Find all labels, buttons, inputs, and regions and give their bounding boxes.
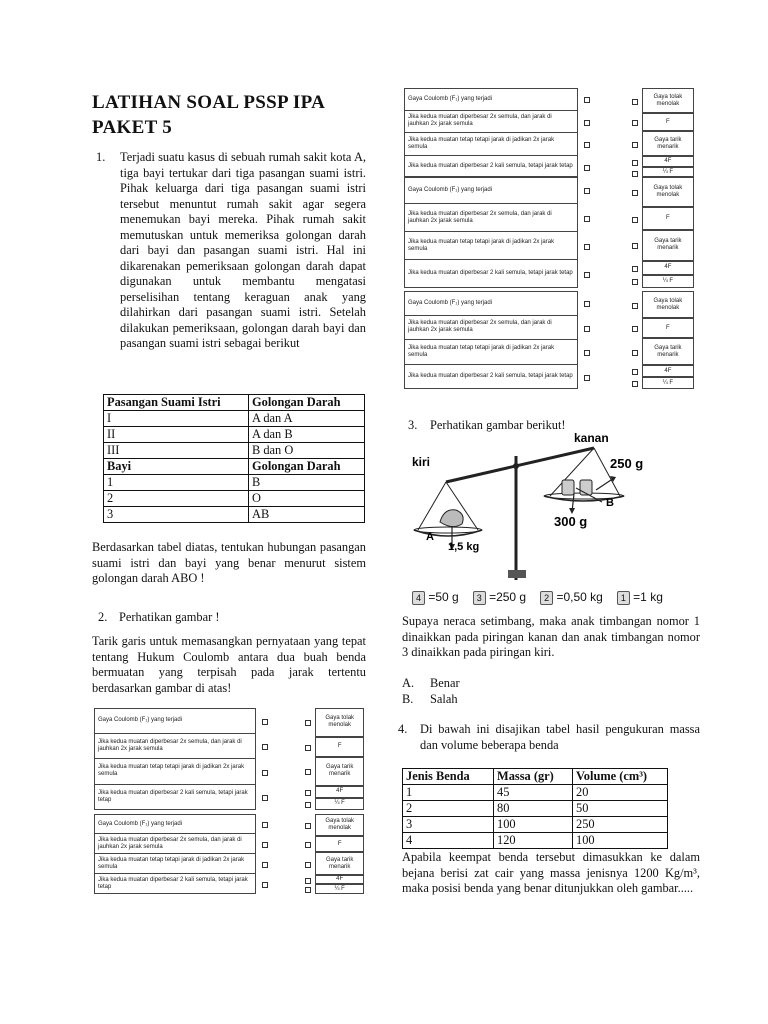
legend-item: 4 =50 g [412,590,459,605]
statement-item: Gaya Coulomb (F₁) yang terjadi [94,814,256,834]
answer-item: F [315,836,364,852]
match-dot-right[interactable] [632,326,638,332]
match-dot-right[interactable] [632,243,638,249]
match-dot-left[interactable] [584,97,590,103]
statement-item: Jika kedua muatan tetap tetapi jarak di jadikan 2x jarak semula [94,759,256,785]
match-dot-right[interactable] [632,120,638,126]
answer-item: ¼ F [642,275,694,288]
statement-item: Gaya Coulomb (F₁) yang terjadi [94,708,256,734]
match-dot-right[interactable] [632,350,638,356]
balance-scale-figure [404,430,694,580]
answer-item: ¼ F [642,167,694,178]
match-dot-right[interactable] [305,862,311,868]
statement-column [94,814,256,894]
answer-item: 4F [642,156,694,167]
match-dot-left[interactable] [584,326,590,332]
legend-item: 1 =1 kg [617,590,663,605]
statement-item: Jika kedua muatan diperbesar 2 kali semula, tetapi jarak tetap [404,365,578,390]
answer-item: ¼ F [315,884,364,894]
match-dot-right[interactable] [305,802,311,808]
table-header: Golongan Darah [249,395,365,411]
match-dot-right[interactable] [632,381,638,387]
match-dot-left[interactable] [584,375,590,381]
label-B: B [606,497,614,509]
match-dot-right[interactable] [305,790,311,796]
match-dot-right[interactable] [632,99,638,105]
match-dot-right[interactable] [632,160,638,166]
statement-item: Jika kedua muatan diperbesar 2x semula, dan jarak di jauhkan 2x jarak semula [404,204,578,232]
statement-item: Jika kedua muatan diperbesar 2x semula, dan jarak di jauhkan 2x jarak semula [404,111,578,134]
statement-item: Jika kedua muatan diperbesar 2 kali semula, tetapi jarak tetap [94,874,256,894]
statement-item: Gaya Coulomb (F₁) yang terjadi [404,176,578,204]
match-dot-right[interactable] [305,769,311,775]
statement-item: Jika kedua muatan tetap tetapi jarak di jadikan 2x jarak semula [94,854,256,874]
match-dot-left[interactable] [584,142,590,148]
question-1 [96,150,366,352]
match-dot-right[interactable] [632,142,638,148]
match-dot-left[interactable] [584,350,590,356]
match-dot-right[interactable] [632,369,638,375]
label-1-5kg: 1,5 kg [448,541,480,553]
match-dot-left[interactable] [262,719,268,725]
label-kiri: kiri [412,455,431,469]
match-dot-left[interactable] [262,744,268,750]
statement-item: Jika kedua muatan tetap tetapi jarak di jadikan 2x jarak semula [404,340,578,365]
answer-item: Gaya tarik menarik [315,852,364,874]
question-number: 1. [96,150,106,164]
match-dot-right[interactable] [632,190,638,196]
match-dot-left[interactable] [584,244,590,250]
statement-item: Jika kedua muatan tetap tetapi jarak di jadikan 2x jarak semula [404,133,578,156]
answer-item: 4F [642,261,694,274]
legend-item: 2 =0,50 kg [540,590,603,605]
coulomb-matching-box [404,291,694,389]
table-header: Volume (cm³) [573,769,668,785]
answer-item: Gaya tolak menolak [642,88,694,113]
table-header: Golongan Darah [249,459,365,475]
answer-item: Gaya tarik menarik [642,338,694,365]
answer-item: Gaya tarik menarik [315,757,364,786]
table-row: 1 B [104,475,365,491]
statement-item: Gaya Coulomb (F₁) yang terjadi [404,291,578,316]
question-text: Terjadi suatu kasus di sebuah rumah sakit kota A, tiga bayi tertukar dari tiga pasangan suami istri. Pihak keluarga dari tiga pasangan suami istri tersebut menuntut rumah sakit agar segera menemukan bayi mereka. Pihak rumah sakit memutuskan untuk memeriksa golongan darah dari bayi dan pasangan suami istri. Hal ini dikarenakan pemeriksaan golongan darah dapat digunakan untuk membantu mengatasi perselisihan tentang keraguan anak yang dilahirkan dari pasangan suami istri. Setelah dilakukan pemeriksaan, golongan darah bayi dan pasangan suami istri sebagai berikut [120,150,366,350]
answer-item: F [642,318,694,338]
label-250g: 250 g [610,456,644,471]
answer-item: ¼ F [642,377,694,389]
coulomb-matching-box [404,88,694,178]
statement-item: Jika kedua muatan diperbesar 2 kali semula, tetapi jarak tetap [404,260,578,288]
statement-item: Jika kedua muatan diperbesar 2x semula, dan jarak di jauhkan 2x jarak semula [94,734,256,760]
answer-item: F [642,207,694,229]
table-row: 2 80 50 [403,801,668,817]
match-dot-left[interactable] [262,795,268,801]
statement-item: Jika kedua muatan tetap tetapi jarak di jadikan 2x jarak semula [404,232,578,260]
match-dot-right[interactable] [632,217,638,223]
legend-item: 3 =250 g [473,590,526,605]
statement-column [94,708,256,810]
answer-item: 4F [642,365,694,377]
weight-icon: 3 [473,591,486,605]
match-dot-right[interactable] [632,303,638,309]
question-3-text: Supaya neraca setimbang, maka anak timbangan nomor 1 dinaikkan pada piringan kanan dan anak timbangan nomor 3 dinaikkan pada piringan kiri. [402,614,700,659]
match-dot-right[interactable] [632,266,638,272]
match-dot-left[interactable] [262,862,268,868]
answer-item: F [315,737,364,757]
answer-item: ¼ F [315,798,364,810]
match-dot-left[interactable] [584,272,590,278]
weight-icon: 2 [540,591,553,605]
answer-item: F [642,113,694,131]
table-row: II A dan B [104,427,365,443]
match-dot-right[interactable] [305,887,311,893]
answer-item: Gaya tolak menolak [642,176,694,207]
question-2-heading: 2. Perhatikan gambar ! [98,610,220,624]
coulomb-matching-box [94,708,364,810]
label-A: A [426,531,434,543]
match-dot-left[interactable] [584,188,590,194]
statement-column [404,88,578,178]
answer-item: Gaya tolak menolak [315,814,364,836]
statement-item: Jika kedua muatan diperbesar 2 kali semula, tetapi jarak tetap [94,785,256,811]
table-row: III B dan O [104,443,365,459]
table-row: I A dan A [104,411,365,427]
answer-item: 4F [315,875,364,885]
coulomb-matching-box [94,814,364,894]
match-dot-right[interactable] [305,878,311,884]
table-row: 4 120 100 [403,833,668,849]
table-row: 1 45 20 [403,785,668,801]
match-dot-left[interactable] [584,216,590,222]
weight-icon: 4 [412,591,425,605]
weight-icon: 1 [617,591,630,605]
match-dot-right[interactable] [305,823,311,829]
match-dot-left[interactable] [584,301,590,307]
table-header: Jenis Benda [403,769,494,785]
match-dot-left[interactable] [584,120,590,126]
page-title: LATIHAN SOAL PSSP IPA PAKET 5 [92,92,326,138]
answer-item: 4F [315,786,364,798]
question-4-prompt: Apabila keempat benda tersebut dimasukkan ke dalam bejana berisi zat cair yang massa jenisnya 1200 Kg/m³, maka posisi benda yang benar ditunjukkan oleh gambar..... [402,850,700,895]
label-300g: 300 g [554,514,588,529]
table-row: 3 100 250 [403,817,668,833]
match-dot-right[interactable] [305,842,311,848]
label-kanan: kanan [574,431,609,445]
statement-column [404,291,578,389]
blood-type-table [103,394,365,523]
answer-item: Gaya tolak menolak [315,708,364,737]
statement-item: Jika kedua muatan diperbesar 2x semula, dan jarak di jauhkan 2x jarak semula [404,316,578,341]
answer-item: Gaya tarik menarik [642,131,694,156]
question-3-options [402,676,602,707]
coulomb-matching-box [404,176,694,288]
statement-column [404,176,578,288]
option-b[interactable]: B. Salah [402,691,458,706]
match-dot-left[interactable] [262,842,268,848]
match-dot-right[interactable] [305,745,311,751]
question-2-text: Tarik garis untuk memasangkan pernyataan yang tepat tentang Hukum Coulomb antara dua buah benda bermuatan yang terpisah pada jarak tertentu berdasarkan gambar di atas! [92,634,366,695]
match-dot-left[interactable] [262,882,268,888]
match-dot-left[interactable] [262,770,268,776]
table-header: Bayi [104,459,249,475]
statement-item: Gaya Coulomb (F₁) yang terjadi [404,88,578,111]
match-dot-right[interactable] [305,720,311,726]
answer-item: Gaya tarik menarik [642,230,694,261]
statement-item: Jika kedua muatan diperbesar 2 kali semula, tetapi jarak tetap [404,156,578,179]
option-a[interactable]: A. Benar [402,676,460,690]
answer-item: Gaya tolak menolak [642,291,694,318]
match-dot-left[interactable] [584,165,590,171]
table-row: 2 O [104,491,365,507]
mass-volume-table [402,768,668,849]
table-header: Massa (gr) [494,769,573,785]
question-3-heading: 3. Perhatikan gambar berikut! [408,418,566,432]
statement-item: Jika kedua muatan diperbesar 2x semula, dan jarak di jauhkan 2x jarak semula [94,834,256,854]
match-dot-right[interactable] [632,279,638,285]
question-1-prompt: Berdasarkan tabel diatas, tentukan hubungan pasangan suami istri dan bayi yang benar menurut sistem golongan darah ABO ! [92,540,366,585]
table-header: Pasangan Suami Istri [104,395,249,411]
table-row: 3 AB [104,507,365,523]
match-dot-left[interactable] [262,822,268,828]
question-4: 4. Di bawah ini disajikan tabel hasil pengukuran massa dan volume beberapa benda [398,722,700,752]
weights-legend [412,590,702,605]
